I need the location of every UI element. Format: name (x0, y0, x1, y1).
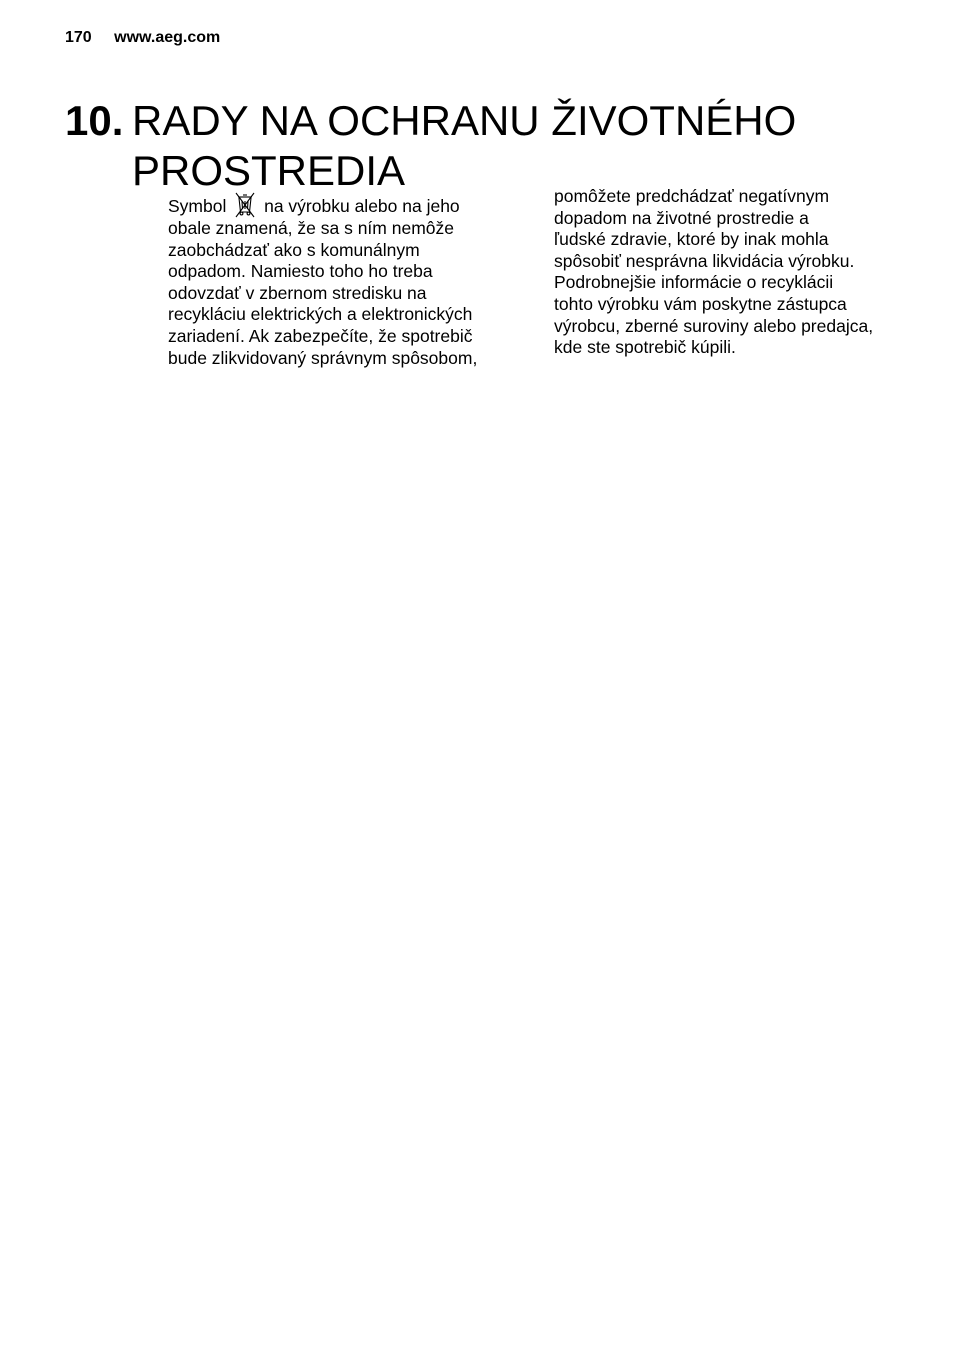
right-text-column (554, 186, 873, 359)
text-line: ľudské zdravie, ktoré by inak mohla (554, 229, 829, 250)
section-title-line-1: RADY NA OCHRANU ŽIVOTNÉHO (132, 97, 797, 145)
text-line: zariadení. Ak zabezpečíte, že spotrebič (168, 325, 473, 346)
text-line: tohto výrobku vám poskytne zástupca (554, 293, 847, 314)
text-line (168, 192, 477, 218)
section-title (65, 96, 925, 196)
crossed-out-wheelie-bin-icon (233, 192, 257, 218)
text-line: odovzdať v zbernom stredisku na (168, 282, 427, 303)
left-text-column (168, 192, 477, 369)
text-line: obale znamená, že sa s ním nemôže (168, 218, 454, 238)
text-line: výrobcu, zberné suroviny alebo predajca, (554, 315, 874, 336)
text-line: odpadom. Namiesto toho ho treba (168, 261, 433, 282)
website-url[interactable]: www.aeg.com (114, 29, 221, 46)
section-number: 10. (65, 97, 124, 145)
text-line: zaobchádzať ako s komunálnym (168, 239, 420, 260)
text-line: pomôžete predchádzať negatívnym (554, 186, 830, 206)
text-line: Podrobnejšie informácie o recyklácii (554, 272, 834, 293)
text-line: bude zlikvidovaný správnym spôsobom, (168, 347, 478, 368)
text-fragment: na výrobku alebo na jeho (264, 196, 460, 216)
text-line: kde ste spotrebič kúpili. (554, 337, 736, 358)
text-line: spôsobiť nesprávna likvidácia výrobku. (554, 250, 855, 271)
page-header (65, 28, 220, 48)
text-fragment: Symbol (168, 196, 227, 216)
page-number: 170 (65, 29, 92, 46)
section-title-line-2: PROSTREDIA (132, 147, 406, 195)
text-line: recykláciu elektrických a elektronických (168, 304, 473, 325)
text-line: dopadom na životné prostredie a (554, 207, 809, 228)
